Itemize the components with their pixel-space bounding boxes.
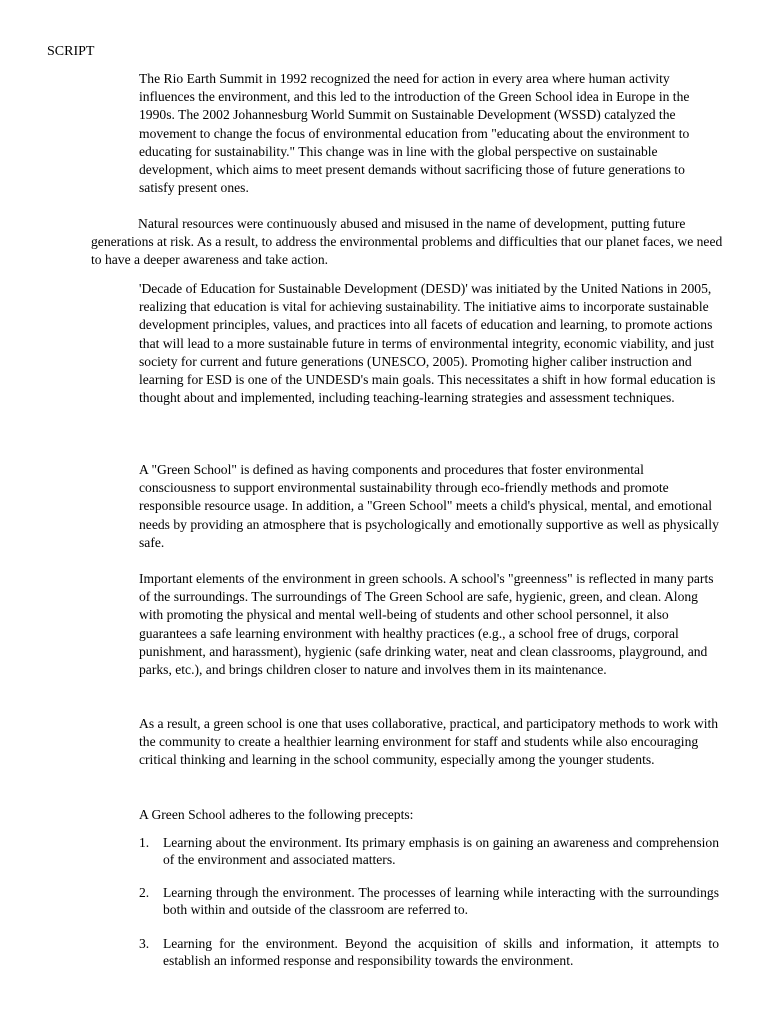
paragraph-desd: 'Decade of Education for Sustainable Development (DESD)' was initiated by the United Nations in 2005, realizing that education is vital for achieving sustainability. The initiative aims to incorporate sustainable development principles, values, and practices into all facets of education and learning, to promote actions that will lead to a more sustainable future in terms of environmental integrity, economic viability, and just society for current and future generations (UNESCO, 2005). Promoting higher caliber instruction and learning for ESD is one of the UNDESD's main goals. This necessitates a shift in how formal education is thought about and implemented, including teaching-learning strategies and assessment techniques. [139, 281, 716, 406]
list-item [139, 834, 719, 868]
list-item [139, 884, 719, 918]
list-text: Learning through the environment. The processes of learning while interacting with the surroundings both within and outside of the classroom are referred to. [163, 885, 719, 917]
list-text: Learning for the environment. Beyond the acquisition of skills and information, it attempts to establish an informed response and responsibility towards the environment. [163, 936, 719, 968]
list-number: 1. [139, 835, 150, 850]
paragraph-collaborative-methods: As a result, a green school is one that uses collaborative, practical, and participatory methods to work with the community to create a healthier learning environment for staff and students while also encouraging critical thinking and learning in the school community, especially among the younger students. [139, 716, 719, 768]
paragraph-green-school-definition: A "Green School" is defined as having components and procedures that foster environmental consciousness to support environmental sustainability through eco-friendly methods and promote responsible resource usage. In addition, a "Green School" meets a child's physical, mental, and emotional needs by providing an atmosphere that is psychologically and emotionally supportive as well as physically safe. [139, 462, 719, 550]
list-number: 3. [139, 936, 150, 951]
paragraph-rio-summit: The Rio Earth Summit in 1992 recognized the need for action in every area where human activity influences the environment, and this led to the introduction of the Green School idea in Europe in the 1990s. The 2002 Johannesburg World Summit on Sustainable Development (WSSD) catalyzed the movement to change the focus of environmental education from "educating about the environment to educating for sustainability." This change was in line with the global perspective on sustainable development, which aims to meet present demands without sacrificing those of future generations to satisfy present ones. [139, 71, 690, 196]
list-number: 2. [139, 885, 150, 900]
paragraph-precepts-intro: A Green School adheres to the following precepts: [139, 807, 414, 822]
script-heading: SCRIPT [47, 44, 95, 59]
paragraph-natural-resources: Natural resources were continuously abused and misused in the name of development, putting future generations at risk. As a result, to address the environmental problems and difficulties that our planet faces, we need to have a deeper awareness and take action. [91, 216, 723, 268]
paragraph-environment-elements: Important elements of the environment in green schools. A school's "greenness" is reflected in many parts of the surroundings. The surroundings of The Green School are safe, hygienic, green, and clean. Along with promoting the physical and mental well-being of students and other school personnel, it also guarantees a safe learning environment with healthy practices (e.g., a school free of drugs, corporal punishment, and harassment), hygienic (safe drinking water, neat and clean classrooms, playground, and parks, etc.), and brings children closer to nature and involves them in its maintenance. [139, 571, 714, 678]
list-item [139, 935, 719, 969]
list-text: Learning about the environment. Its primary emphasis is on gaining an awareness and comprehension of the environment and associated matters. [163, 835, 719, 867]
